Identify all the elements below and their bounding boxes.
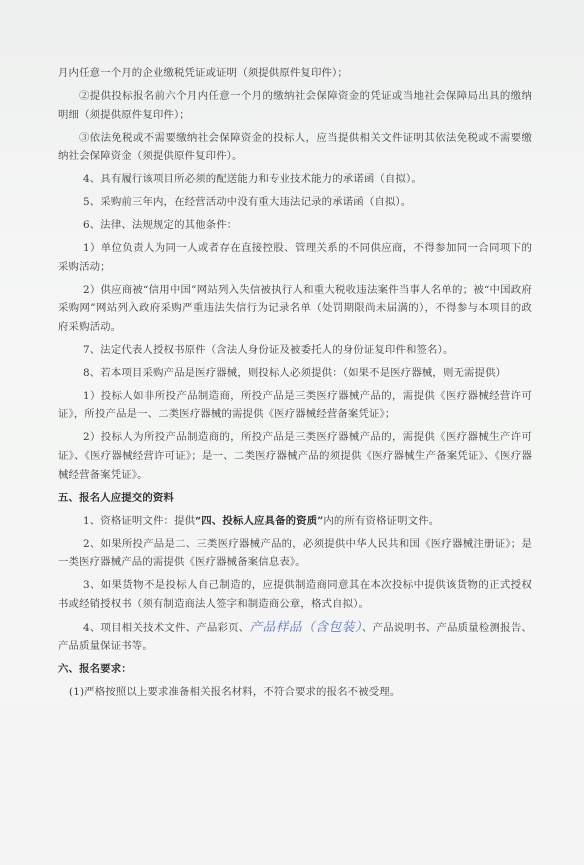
- paragraph: 1）投标人如非所投产品制造商，所投产品是三类医疗器械产品的，需提供《医疗器械经营许可证》，所投产品是一、二类医疗器械的需提供《医疗器械经营备案凭证》；: [58, 389, 532, 421]
- text-span: 、产品说明书、产品质量检测报告、产品质量保证书等。: [58, 621, 532, 653]
- paragraph: (1)严格按照以上要求准备相关报名材料，不符合要求的报名不被受理。: [69, 686, 401, 699]
- document-body: [58, 64, 532, 706]
- paragraph: 3、如果货物不是投标人自己制造的，应提供制造商同意其在本次投标中提供该货物的正式授权书或经销授权书（须有制造商法人签字和制造商公章，格式自拟）。: [58, 579, 532, 610]
- handwritten-annotation: 产品样品（含包装）: [249, 618, 362, 634]
- paragraph: [58, 618, 532, 656]
- text-span: 1、资格证明文件：提供: [83, 514, 196, 527]
- paragraph: 5、采购前三年内，在经营活动中没有重大违法记录的承诺函（自拟）。: [83, 196, 412, 209]
- paragraph: 2）投标人为所投产品制造商的，所投产品是三类医疗器械产品的，需提供《医疗器械生产许可证》、《医疗器械经营许可证》；是一、二类医疗器械产品的须提供《医疗器械生产备案凭证》、《医疗器械经营备案凭证》。: [58, 431, 532, 481]
- paragraph: 月内任意一个月的企业缴税凭证或证明（须提供原件复印件）；: [58, 67, 348, 79]
- text-span: 内的所有资格证明文件。: [323, 514, 440, 527]
- paragraph: 4、具有履行该项目所必须的配送能力和专业技术能力的承诺函（自拟）。: [83, 173, 422, 186]
- paragraph: [58, 512, 532, 531]
- bold-text: “四、投标人应具备的资质”: [195, 514, 324, 527]
- paragraph: 2、如果所投产品是二、三类医疗器械产品的，必须提供中华人民共和国《医疗器械注册证》；是一类医疗器械产品的需提供《医疗器械备案信息表》。: [58, 537, 532, 569]
- paragraph: 6、法律、法规规定的其他条件：: [83, 219, 238, 232]
- paragraph: ②提供投标报名前六个月内任意一个月的缴纳社会保障资金的凭证或当地社会保障局出具的缴纳明细（须提供原件复印件）；: [58, 89, 532, 121]
- paragraph: 1）单位负责人为同一人或者存在直接控股、管理关系的不同供应商，不得参加同一合同项下的采购活动；: [58, 242, 532, 273]
- paragraph: 8、若本项目采购产品是医疗器械，则投标人必须提供：（如果不是医疗器械，则无需提供）: [83, 366, 507, 379]
- paragraph: ③依法免税或不需要缴纳社会保障资金的投标人，应当提供相关文件证明其依法免税或不需要缴纳社会保障资金（须提供原件复印件）。: [58, 131, 532, 163]
- section-heading-6: 六、报名要求：: [58, 663, 132, 676]
- text-span: 4、项目相关技术文件、产品彩页、: [83, 621, 250, 634]
- section-heading-5: 五、报名人应提交的资料: [58, 491, 174, 504]
- paragraph: 2）供应商被“信用中国”网站列入失信被执行人和重大税收违法案件当事人名单的；被“中国政府采购网”网站列入政府采购严重违法失信行为记录名单（处罚期限尚未届满的），不得参与本项目的政府采购活动。: [58, 283, 532, 333]
- paragraph: 7、法定代表人授权书原件（含法人身份证及被委托人的身份证复印件和签名）。: [83, 343, 454, 356]
